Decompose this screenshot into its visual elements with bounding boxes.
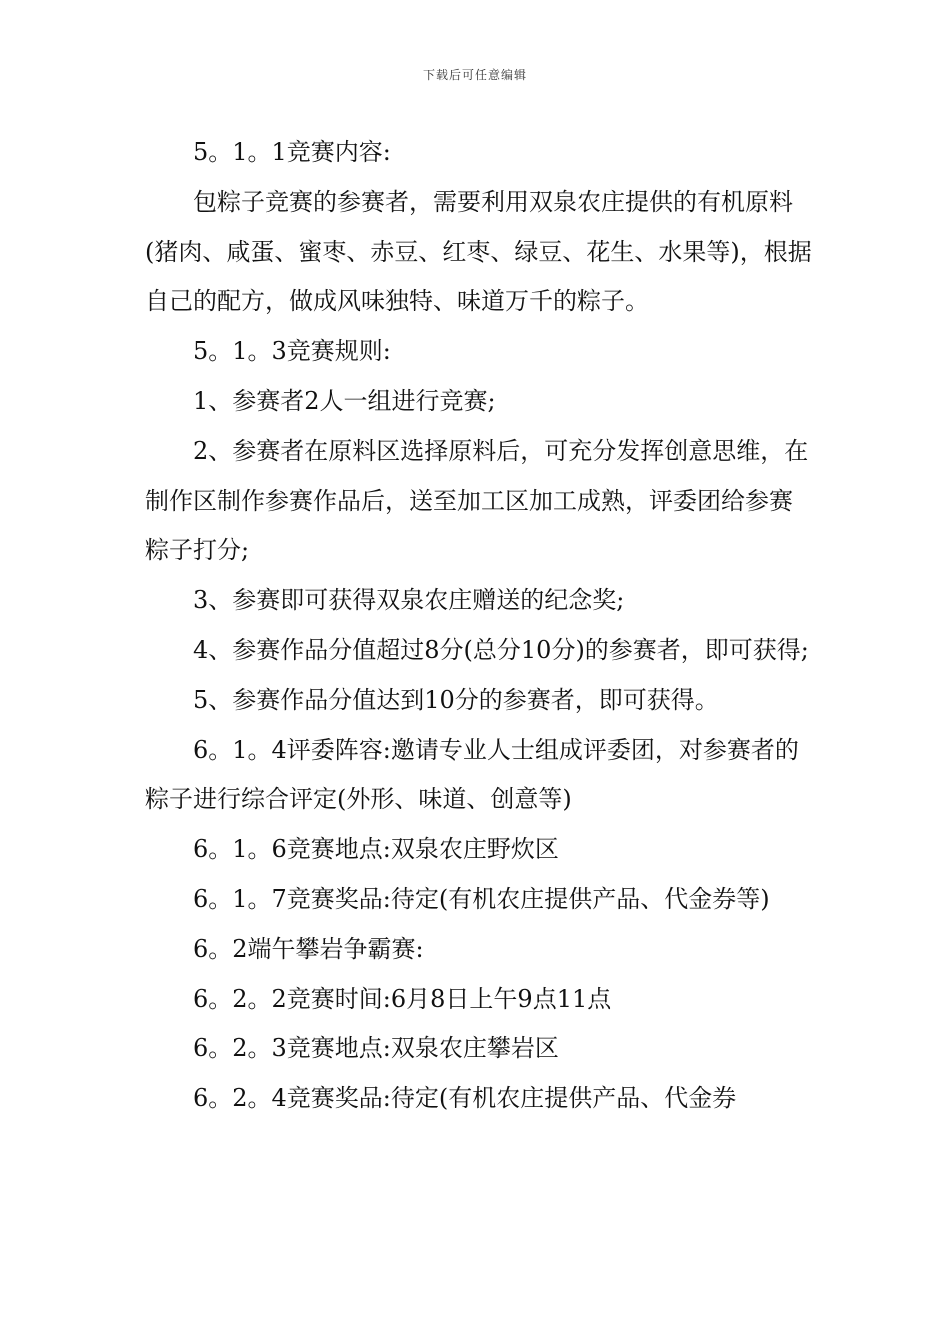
paragraph-rule-5: 5、参赛作品分值达到10分的参赛者，即可获得。 [193, 685, 719, 714]
paragraph-section-5-1-3-heading: 5。1。3竞赛规则: [193, 337, 391, 366]
paragraph-climbing-time: 6。2。2竞赛时间:6月8日上午9点11点 [193, 984, 612, 1013]
paragraph-rule-1: 1、参赛者2人一组进行竞赛; [193, 386, 496, 415]
paragraph-climbing-location: 6。2。3竞赛地点:双泉农庄攀岩区 [193, 1034, 559, 1063]
document-body [145, 128, 815, 1124]
paragraph-content-description: 包粽子竞赛的参赛者，需要利用双泉农庄提供的有机原料(猪肉、咸蛋、蜜枣、赤豆、红枣、绿豆、花生、水果等)，根据自己的配方，做成风味独特、味道万千的粽子。 [145, 187, 812, 316]
paragraph-section-6-2-heading: 6。2端午攀岩争霸赛: [193, 934, 424, 963]
page-header: 下载后可任意编辑 [422, 68, 527, 82]
paragraph-rule-2: 2、参赛者在原料区选择原料后，可充分发挥创意思维，在制作区制作参赛作品后，送至加工区加工成熟，评委团给参赛粽子打分; [145, 436, 809, 565]
paragraph-section-5-1-1-heading: 5。1。1竞赛内容: [193, 138, 391, 166]
paragraph-rule-3: 3、参赛即可获得双泉农庄赠送的纪念奖; [193, 586, 625, 615]
paragraph-climbing-prizes: 6。2。4竞赛奖品:待定(有机农庄提供产品、代金券 [193, 1084, 737, 1113]
paragraph-prizes: 6。1。7竞赛奖品:待定(有机农庄提供产品、代金券等) [193, 884, 770, 913]
paragraph-location: 6。1。6竞赛地点:双泉农庄野炊区 [193, 835, 559, 864]
paragraph-rule-4: 4、参赛作品分值超过8分(总分10分)的参赛者，即可获得; [193, 635, 809, 664]
paragraph-judges: 6。1。4评委阵容:邀请专业人士组成评委团，对参赛者的粽子进行综合评定(外形、味道、创意等) [145, 735, 799, 814]
